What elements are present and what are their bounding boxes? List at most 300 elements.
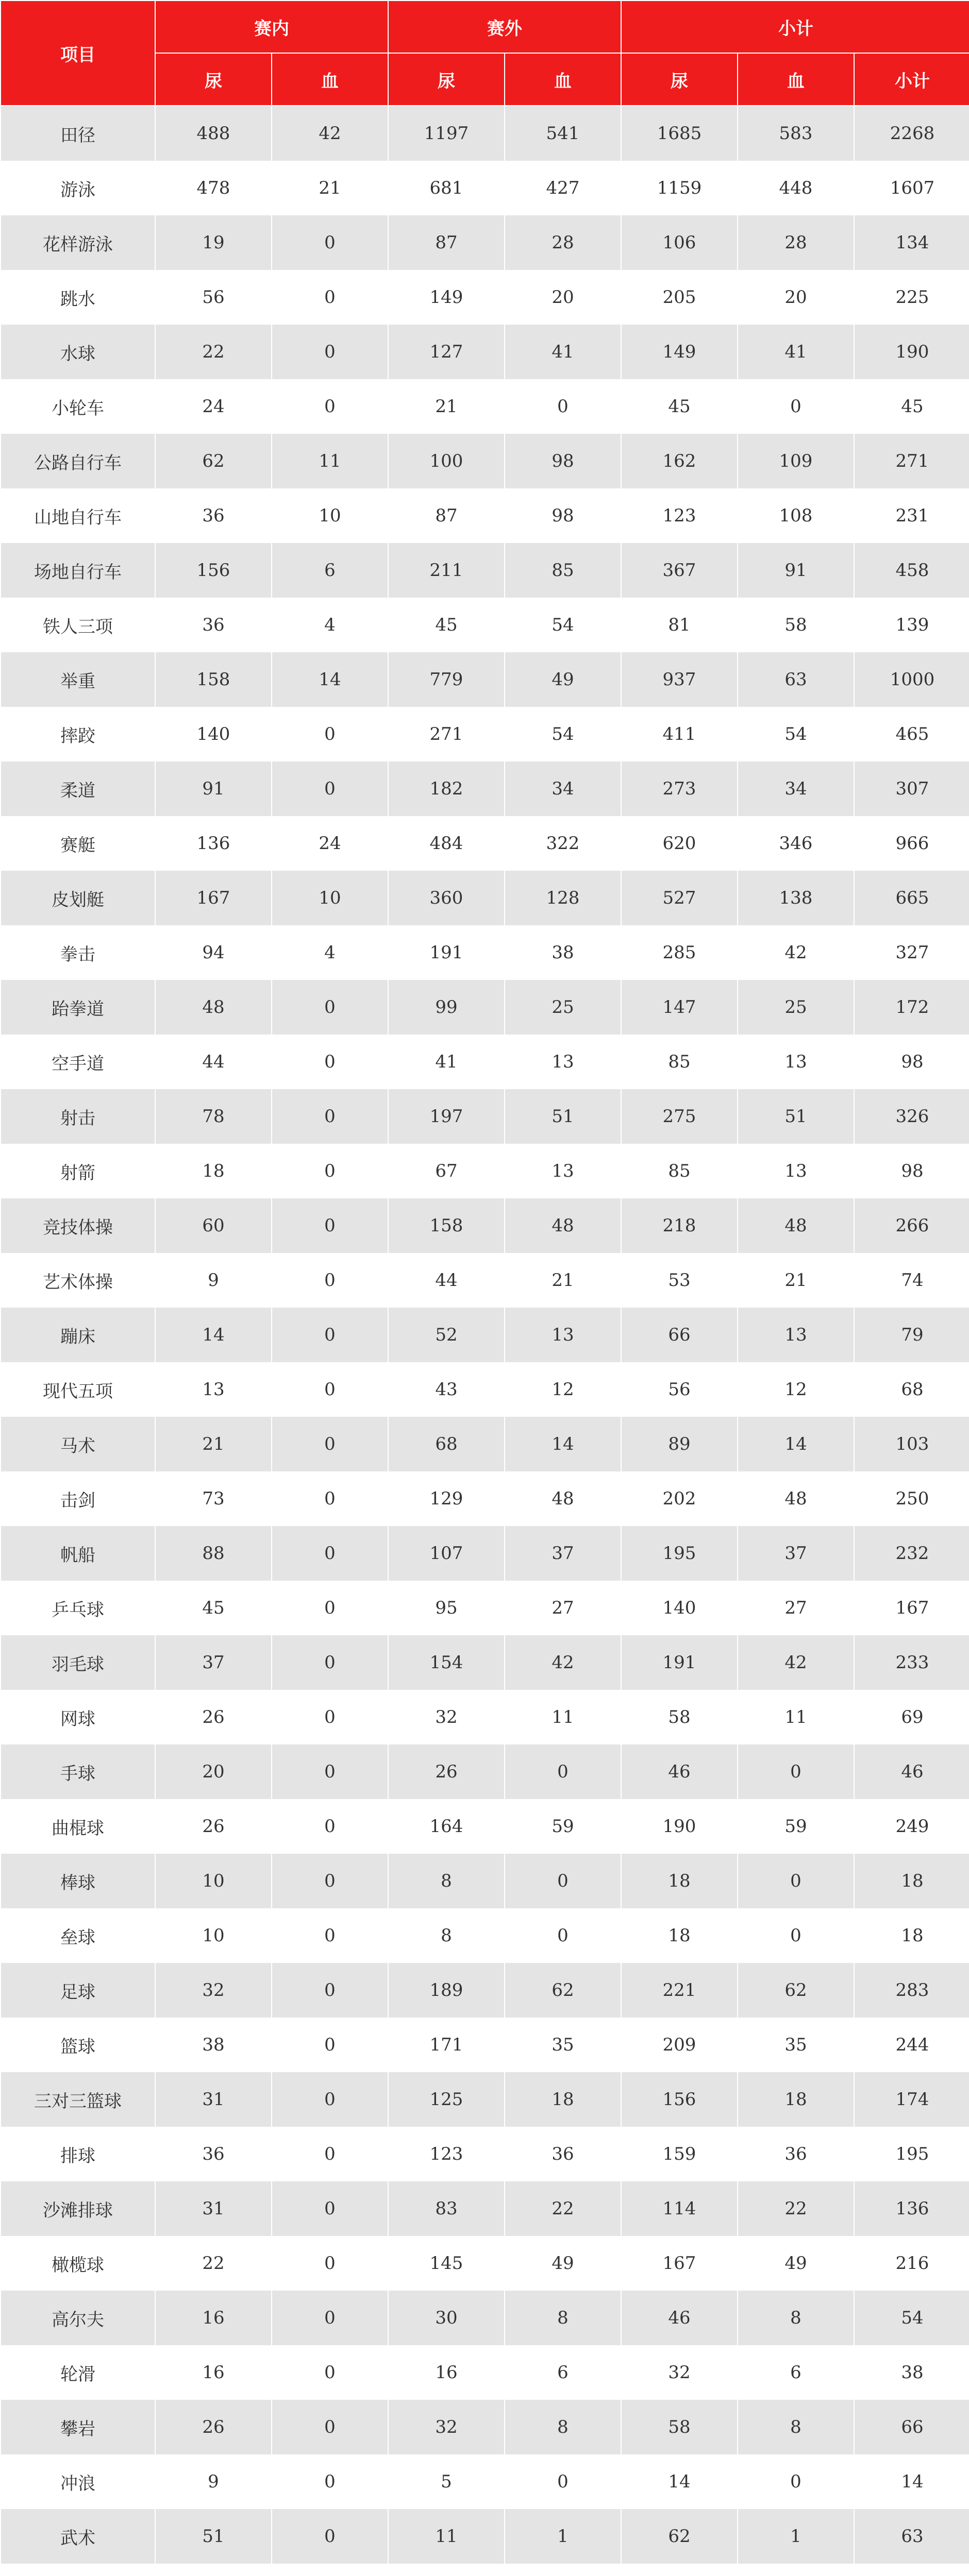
table-cell: 136: [155, 816, 272, 871]
table-cell: 250: [854, 1471, 969, 1526]
table-cell: 1000: [854, 652, 969, 707]
table-cell: 60: [155, 1198, 272, 1253]
table-cell: 162: [621, 434, 738, 488]
table-cell: 36: [155, 2127, 272, 2181]
table-cell: 37: [155, 1635, 272, 1690]
table-cell: 107: [388, 1526, 505, 1581]
table-cell: 191: [388, 925, 505, 980]
table-cell: 63: [738, 652, 854, 707]
table-row: [1, 434, 969, 488]
table-cell: 164: [388, 1799, 505, 1854]
table-cell: 0: [272, 1035, 388, 1089]
table-cell: 49: [505, 2236, 621, 2291]
table-cell: 32: [155, 1963, 272, 2018]
table-cell: 45: [388, 598, 505, 652]
table-cell: 109: [738, 434, 854, 488]
table-cell: 190: [854, 325, 969, 379]
table-row: [1, 980, 969, 1035]
table-row: [1, 652, 969, 707]
table-row: [1, 1144, 969, 1198]
table-cell: 149: [621, 325, 738, 379]
table-cell: 98: [854, 1035, 969, 1089]
table-cell: 275: [621, 1089, 738, 1144]
table-row: [1, 2345, 969, 2400]
table-cell: 51: [155, 2509, 272, 2564]
table-cell: 10: [272, 871, 388, 925]
header-group-subtotal: 小计: [621, 1, 969, 53]
table-cell: 35: [738, 2018, 854, 2072]
table-row: [1, 1198, 969, 1253]
table-cell: 100: [388, 434, 505, 488]
table-cell: 22: [505, 2181, 621, 2236]
table-cell: 266: [854, 1198, 969, 1253]
table-cell: 966: [854, 816, 969, 871]
table-cell: 51: [738, 1089, 854, 1144]
table-cell: 0: [272, 2181, 388, 2236]
table-cell: 46: [854, 1744, 969, 1799]
table-row: [1, 1963, 969, 2018]
sport-name: 花样游泳: [1, 215, 155, 270]
table-cell: 59: [738, 1799, 854, 1854]
table-cell: 0: [738, 379, 854, 434]
table-cell: 26: [388, 1744, 505, 1799]
table-cell: [272, 2564, 388, 2576]
table-cell: 21: [505, 1253, 621, 1308]
sport-name: 曲棍球: [1, 1799, 155, 1854]
table-cell: 271: [388, 707, 505, 761]
table-cell: 171: [388, 2018, 505, 2072]
table-cell: 158: [388, 1198, 505, 1253]
table-cell: 45: [155, 1581, 272, 1635]
table-cell: 18: [738, 2072, 854, 2127]
table-cell: 233: [854, 1635, 969, 1690]
table-cell: 36: [155, 488, 272, 543]
table-cell: 42: [738, 925, 854, 980]
table-cell: 167: [155, 871, 272, 925]
sport-name: 现代五项: [1, 1362, 155, 1417]
table-cell: 21: [155, 1417, 272, 1471]
table-cell: 0: [272, 2127, 388, 2181]
table-cell: 9: [155, 1253, 272, 1308]
sport-name: 射击: [1, 1089, 155, 1144]
sport-name: 帆船: [1, 1526, 155, 1581]
table-cell: 0: [272, 2509, 388, 2564]
table-cell: 129: [388, 1471, 505, 1526]
table-cell: 16: [155, 2345, 272, 2400]
table-cell: 0: [272, 1308, 388, 1362]
table-cell: 24: [155, 379, 272, 434]
table-cell: 0: [272, 761, 388, 816]
table-cell: 37: [738, 1526, 854, 1581]
table-cell: 18: [505, 2072, 621, 2127]
header-out-blood: 血: [505, 53, 621, 106]
table-cell: 38: [505, 925, 621, 980]
table-cell: 0: [272, 1362, 388, 1417]
table-cell: 458: [854, 543, 969, 598]
table-cell: 1159: [621, 161, 738, 215]
table-cell: 205: [621, 270, 738, 325]
table-cell: 149: [388, 270, 505, 325]
table-cell: 14: [272, 652, 388, 707]
table-cell: 28: [505, 215, 621, 270]
table-cell: 49: [505, 652, 621, 707]
sport-name: 排球: [1, 2127, 155, 2181]
table-cell: 10: [155, 1854, 272, 1908]
table-cell: 48: [505, 1198, 621, 1253]
table-cell: 16: [155, 2291, 272, 2345]
table-cell: 54: [738, 707, 854, 761]
sport-name: 小轮车: [1, 379, 155, 434]
sport-name: 篮球: [1, 2018, 155, 2072]
table-cell: 285: [621, 925, 738, 980]
table-cell: 156: [155, 543, 272, 598]
sport-name: 冲浪: [1, 2454, 155, 2509]
table-cell: 541: [505, 106, 621, 161]
table-row: [1, 1854, 969, 1908]
table-cell: 54: [505, 707, 621, 761]
table-cell: 0: [738, 1744, 854, 1799]
table-cell: 583: [738, 106, 854, 161]
table-row: [1, 1908, 969, 1963]
table-row: [1, 761, 969, 816]
table-row: [1, 325, 969, 379]
table-cell: 89: [621, 1417, 738, 1471]
table-cell: 13: [505, 1308, 621, 1362]
table-cell: 44: [388, 1253, 505, 1308]
table-cell: 26: [155, 1690, 272, 1744]
table-cell: 0: [272, 1635, 388, 1690]
table-cell: 937: [621, 652, 738, 707]
sport-name: 沙滩排球: [1, 2181, 155, 2236]
table-cell: 0: [272, 1089, 388, 1144]
table-cell: 0: [272, 1253, 388, 1308]
table-cell: 6: [505, 2345, 621, 2400]
table-cell: 21: [272, 161, 388, 215]
table-cell: 63: [854, 2509, 969, 2564]
table-cell: 145: [388, 2236, 505, 2291]
table-cell: [155, 2564, 272, 2576]
sport-name: 场地自行车: [1, 543, 155, 598]
table-row: [1, 270, 969, 325]
table-cell: 1607: [854, 161, 969, 215]
table-cell: 0: [738, 2454, 854, 2509]
table-row: [1, 707, 969, 761]
table-cell: 27: [738, 1581, 854, 1635]
table-cell: 411: [621, 707, 738, 761]
sport-name: 手球: [1, 1744, 155, 1799]
table-cell: 0: [272, 1963, 388, 2018]
table-cell: 46: [621, 1744, 738, 1799]
table-cell: 211: [388, 543, 505, 598]
table-cell: 28: [738, 215, 854, 270]
table-cell: 322: [505, 816, 621, 871]
table-cell: 0: [505, 1744, 621, 1799]
table-cell: 69: [854, 1690, 969, 1744]
table-cell: 218: [621, 1198, 738, 1253]
table-row: [1, 2018, 969, 2072]
table-cell: 14: [505, 1417, 621, 1471]
table-cell: 11: [738, 1690, 854, 1744]
table-cell: 202: [621, 1471, 738, 1526]
table-cell: 45: [621, 379, 738, 434]
table-row: [1, 2181, 969, 2236]
table-cell: 35: [505, 2018, 621, 2072]
table-cell: 156: [621, 2072, 738, 2127]
table-cell: 8: [388, 1854, 505, 1908]
table-cell: 36: [155, 598, 272, 652]
header-sum-urine: 尿: [621, 53, 738, 106]
table-cell: 20: [155, 1744, 272, 1799]
table-cell: 59: [505, 1799, 621, 1854]
table-cell: 11: [272, 434, 388, 488]
header-group-out-of-competition: 赛外: [388, 1, 621, 53]
table-cell: 18: [621, 1908, 738, 1963]
table-cell: 13: [738, 1308, 854, 1362]
table-cell: 0: [272, 2454, 388, 2509]
table-row: [1, 1635, 969, 1690]
table-cell: 0: [272, 379, 388, 434]
table-cell: 0: [272, 1744, 388, 1799]
table-cell: 85: [621, 1035, 738, 1089]
table-cell: 68: [854, 1362, 969, 1417]
table-row: [1, 106, 969, 161]
table-cell: 0: [505, 1854, 621, 1908]
table-cell: 0: [505, 379, 621, 434]
table-cell: 25: [505, 980, 621, 1035]
sport-name: 铁人三项: [1, 598, 155, 652]
table-cell: 41: [388, 1035, 505, 1089]
table-cell: 10: [272, 488, 388, 543]
table-cell: [388, 2564, 505, 2576]
sport-name: 击剑: [1, 1471, 155, 1526]
table-cell: 0: [505, 2454, 621, 2509]
table-cell: 14: [155, 1308, 272, 1362]
table-cell: 78: [155, 1089, 272, 1144]
table-cell: 94: [155, 925, 272, 980]
table-cell: 26: [155, 2400, 272, 2454]
table-cell: 0: [272, 1908, 388, 1963]
table-cell: 34: [505, 761, 621, 816]
table-cell: 0: [272, 1198, 388, 1253]
header-group-in-competition: 赛内: [155, 1, 388, 53]
table-cell: 103: [854, 1417, 969, 1471]
table-cell: [621, 2564, 738, 2576]
table-cell: 1: [738, 2509, 854, 2564]
table-cell: 49: [738, 2236, 854, 2291]
table-row: [1, 1417, 969, 1471]
table-cell: 13: [505, 1035, 621, 1089]
header-sum-total: 小计: [854, 53, 969, 106]
sport-name: 足球: [1, 1963, 155, 2018]
table-row: [1, 1362, 969, 1417]
table-cell: 16: [388, 2345, 505, 2400]
table-cell: 0: [272, 2400, 388, 2454]
table-cell: 249: [854, 1799, 969, 1854]
table-cell: 98: [505, 488, 621, 543]
sport-name: 马术: [1, 1417, 155, 1471]
table-cell: 87: [388, 215, 505, 270]
table-row: [1, 871, 969, 925]
sport-name: 空手道: [1, 1035, 155, 1089]
table-cell: 99: [388, 980, 505, 1035]
sport-name: 山地自行车: [1, 488, 155, 543]
table-cell: 48: [738, 1198, 854, 1253]
table-cell: 0: [272, 2345, 388, 2400]
table-row: [1, 2509, 969, 2564]
table-cell: 46: [621, 2291, 738, 2345]
table-row: [1, 2072, 969, 2127]
table-cell: 44: [155, 1035, 272, 1089]
table-cell: 25: [738, 980, 854, 1035]
table-cell: 73: [155, 1471, 272, 1526]
table-row: [1, 598, 969, 652]
table-cell: 8: [738, 2291, 854, 2345]
table-cell: 48: [505, 1471, 621, 1526]
sport-name: 赛艇: [1, 816, 155, 871]
table-cell: 197: [388, 1089, 505, 1144]
table-cell: 14: [621, 2454, 738, 2509]
table-cell: 79: [854, 1308, 969, 1362]
table-cell: 32: [621, 2345, 738, 2400]
table-cell: 225: [854, 270, 969, 325]
table-cell: 140: [621, 1581, 738, 1635]
table-cell: 14: [738, 1417, 854, 1471]
table-cell: 190: [621, 1799, 738, 1854]
header-in-blood: 血: [272, 53, 388, 106]
table-row: [1, 816, 969, 871]
table-cell: 91: [738, 543, 854, 598]
table-cell: 6: [272, 543, 388, 598]
sport-name: 竞技体操: [1, 1198, 155, 1253]
table-cell: 0: [272, 215, 388, 270]
table-cell: 620: [621, 816, 738, 871]
table-cell: 56: [621, 1362, 738, 1417]
table-cell: 32: [388, 1690, 505, 1744]
table-cell: 87: [388, 488, 505, 543]
table-row: [1, 1690, 969, 1744]
table-cell: 62: [505, 1963, 621, 2018]
table-cell: 54: [505, 598, 621, 652]
table-cell: [854, 2564, 969, 2576]
table-row: [1, 2400, 969, 2454]
table-cell: 125: [388, 2072, 505, 2127]
table-cell: 18: [854, 1854, 969, 1908]
table-cell: 62: [621, 2509, 738, 2564]
table-row: [1, 2236, 969, 2291]
table-cell: 56: [155, 270, 272, 325]
table-cell: 12: [738, 1362, 854, 1417]
table-cell: 42: [272, 106, 388, 161]
table-cell: 22: [155, 2236, 272, 2291]
table-cell: 172: [854, 980, 969, 1035]
table-cell: 167: [621, 2236, 738, 2291]
table-cell: 779: [388, 652, 505, 707]
table-cell: 174: [854, 2072, 969, 2127]
table-cell: 18: [621, 1854, 738, 1908]
table-cell: 139: [854, 598, 969, 652]
table-row: [1, 2127, 969, 2181]
table-cell: 134: [854, 215, 969, 270]
table-row: [1, 925, 969, 980]
table-cell: 191: [621, 1635, 738, 1690]
table-cell: 216: [854, 2236, 969, 2291]
table-cell: 13: [505, 1144, 621, 1198]
table-cell: 221: [621, 1963, 738, 2018]
table-cell: 85: [505, 543, 621, 598]
table-cell: 38: [854, 2345, 969, 2400]
table-cell: 26: [155, 1799, 272, 1854]
table-cell: 12: [505, 1362, 621, 1417]
table-cell: 30: [388, 2291, 505, 2345]
table-cell: 0: [272, 270, 388, 325]
table-cell: 18: [854, 1908, 969, 1963]
table-row: [1, 1526, 969, 1581]
table-cell: 1197: [388, 106, 505, 161]
table-cell: 307: [854, 761, 969, 816]
table-cell: 136: [854, 2181, 969, 2236]
table-cell: 34: [738, 761, 854, 816]
table-cell: 66: [854, 2400, 969, 2454]
table-cell: 167: [854, 1581, 969, 1635]
table-cell: 88: [155, 1526, 272, 1581]
sport-name: 蹦床: [1, 1308, 155, 1362]
table-cell: 0: [272, 325, 388, 379]
table-row: [1, 379, 969, 434]
table-cell: 45: [854, 379, 969, 434]
sport-name: 田径: [1, 106, 155, 161]
table-cell: 0: [272, 1690, 388, 1744]
table-row: [1, 2564, 969, 2576]
sport-name: [1, 2564, 155, 2576]
table-cell: 54: [854, 2291, 969, 2345]
sport-name: 高尔夫: [1, 2291, 155, 2345]
table-cell: 154: [388, 1635, 505, 1690]
table-cell: 91: [155, 761, 272, 816]
table-cell: 8: [388, 1908, 505, 1963]
table-cell: 123: [621, 488, 738, 543]
sport-name: 游泳: [1, 161, 155, 215]
table-cell: 488: [155, 106, 272, 161]
sport-name: 皮划艇: [1, 871, 155, 925]
table-cell: 8: [505, 2400, 621, 2454]
table-cell: 22: [738, 2181, 854, 2236]
table-cell: 1685: [621, 106, 738, 161]
table-row: [1, 2291, 969, 2345]
table-cell: 21: [388, 379, 505, 434]
table-cell: 158: [155, 652, 272, 707]
table-cell: 128: [505, 871, 621, 925]
table-cell: 41: [738, 325, 854, 379]
table-cell: 108: [738, 488, 854, 543]
table-row: [1, 1089, 969, 1144]
table-cell: 271: [854, 434, 969, 488]
sport-name: 三对三篮球: [1, 2072, 155, 2127]
table-cell: 0: [272, 1581, 388, 1635]
table-cell: 0: [272, 980, 388, 1035]
sport-name: 拳击: [1, 925, 155, 980]
table-cell: 22: [155, 325, 272, 379]
table-row: [1, 161, 969, 215]
sport-name: 乒乓球: [1, 1581, 155, 1635]
table-cell: 484: [388, 816, 505, 871]
table-cell: 8: [738, 2400, 854, 2454]
table-cell: 231: [854, 488, 969, 543]
table-cell: 0: [272, 1417, 388, 1471]
sport-name: 橄榄球: [1, 2236, 155, 2291]
table-cell: 0: [272, 2072, 388, 2127]
table-cell: 83: [388, 2181, 505, 2236]
table-cell: 81: [621, 598, 738, 652]
